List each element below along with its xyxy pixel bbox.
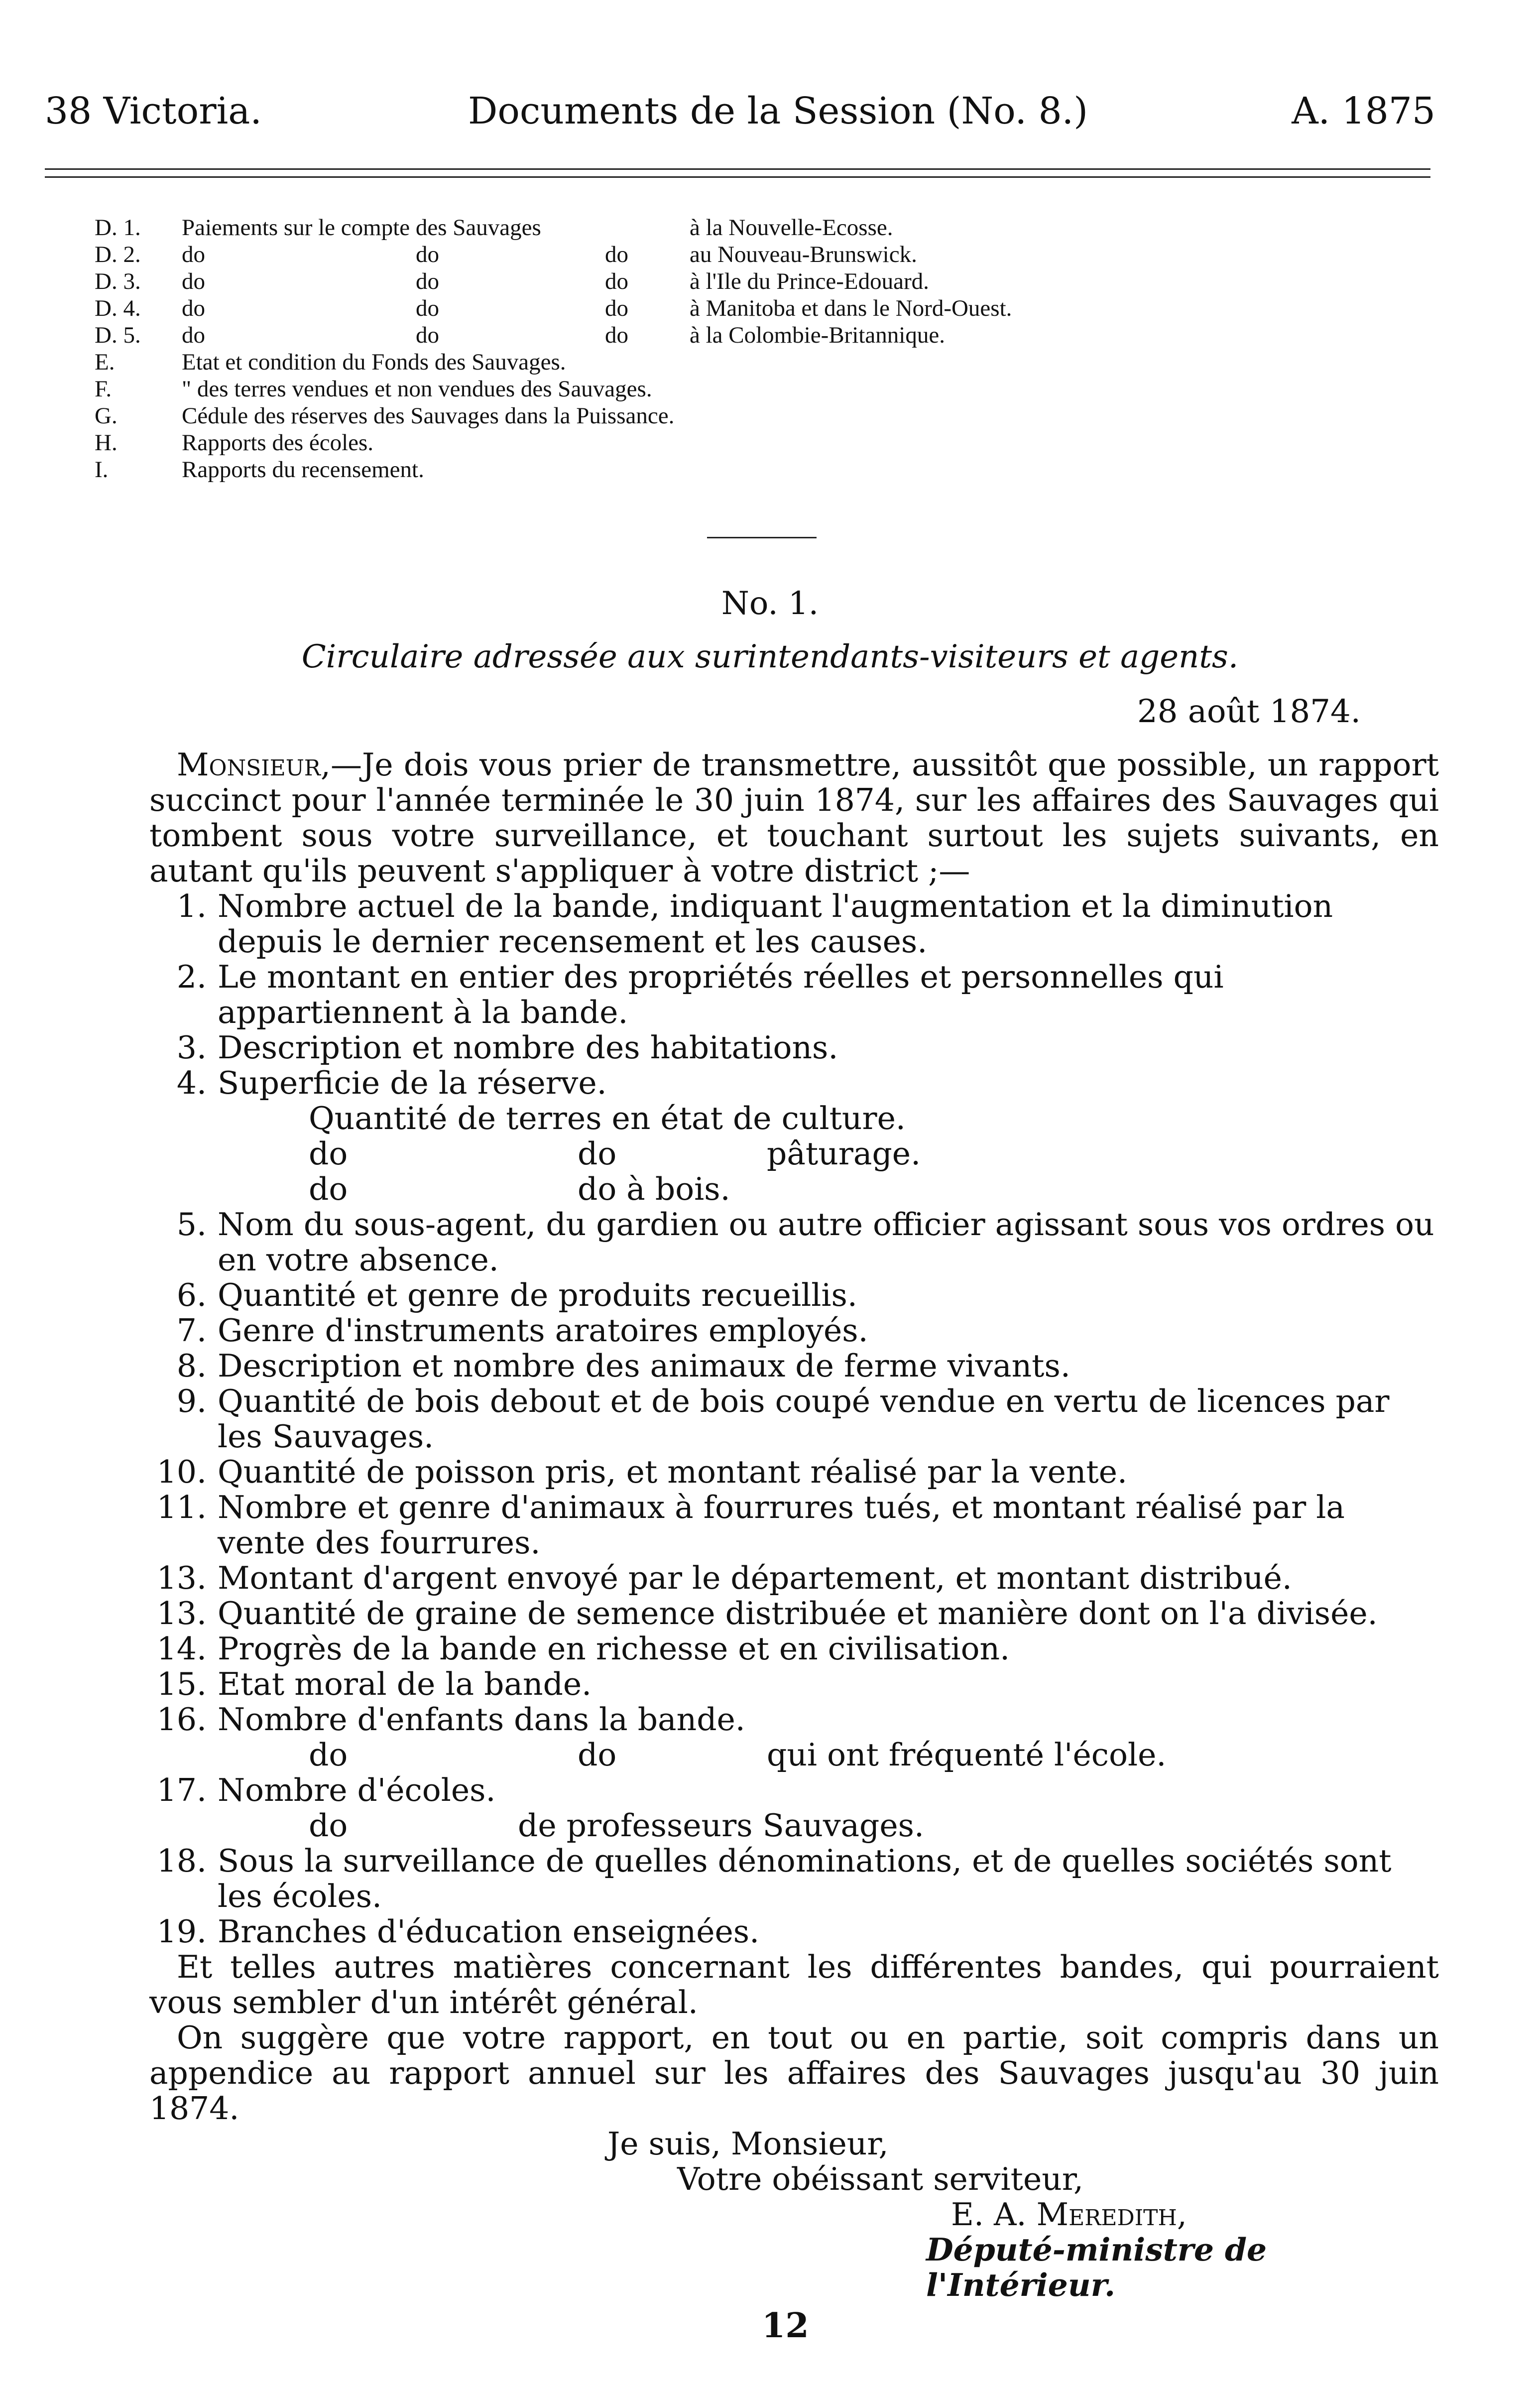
sub-item — [149, 1808, 1439, 1843]
item-text: Branches d'éducation enseignées. — [218, 1913, 760, 1950]
schedule-row — [95, 376, 1339, 402]
item-text: Quantité de bois debout et de bois coupé vendue en vertu de licences par les Sauvages. — [218, 1383, 1390, 1455]
sub-item — [149, 1136, 1439, 1171]
list-item — [149, 1490, 1439, 1560]
schedule-ditto: do — [605, 242, 628, 267]
list-item — [149, 1772, 1439, 1808]
schedule-text: Paiements sur le compte des Sauvages — [182, 215, 541, 241]
item-text: Nombre d'écoles. — [218, 1772, 496, 1808]
schedule-row — [95, 214, 1339, 241]
list-item — [149, 1065, 1439, 1101]
list-item — [149, 1596, 1439, 1631]
schedule-row — [95, 268, 1339, 295]
intro-text: —Je dois vous prier de transmettre, aussitôt que possible, un rapport succinct pour l'année terminée le 30 juin 1874, sur les affaires des Sauvages qui tombent sous votre surveillance, et touchant surtout les sujets suivants, en autant qu'ils peuvent s'appliquer à votre district ;— — [149, 747, 1439, 889]
item-text: Sous la surveillance de quelles dénominations, et de quelles sociétés sont les écoles. — [218, 1843, 1392, 1914]
schedule-code: D. 3. — [95, 268, 141, 294]
item-text: Quantité et genre de produits recueillis. — [218, 1277, 857, 1313]
list-item — [149, 1702, 1439, 1737]
list-item — [149, 1914, 1439, 1949]
item-text: Montant d'argent envoyé par le département, et montant distribué. — [218, 1560, 1292, 1596]
item-text: Nombre actuel de la bande, indiquant l'augmentation et la diminution depuis le dernier recensement et les causes. — [218, 888, 1333, 960]
sub-item-ditto: do — [578, 1737, 617, 1773]
schedule-text: " des terres vendues et non vendues des Sauvages. — [182, 376, 652, 402]
list-item — [149, 1030, 1439, 1065]
item-number: 3. — [176, 1029, 207, 1066]
item-text: Le montant en entier des propriétés réelles et personnelles qui appartiennent à la bande. — [218, 959, 1224, 1030]
header-right: A. 1875 — [1292, 90, 1435, 132]
item-text: Quantité de graine de semence distribuée et manière dont on l'a divisée. — [218, 1595, 1378, 1632]
list-item — [149, 888, 1439, 959]
suggestion-paragraph: On suggère que votre rapport, en tout ou en partie, soit compris dans un appendice au rapport annuel sur les affaires des Sauvages jusqu'au 30 juin 1874. — [149, 2019, 1439, 2127]
sub-item-ditto: do — [578, 1135, 617, 1172]
item-text: Description et nombre des animaux de ferme vivants. — [218, 1348, 1070, 1384]
schedule-text: Rapports du recensement. — [182, 457, 424, 483]
item-number: 16. — [156, 1701, 207, 1738]
item-number: 14. — [156, 1631, 207, 1667]
item-text: Nombre d'enfants dans la bande. — [218, 1701, 745, 1738]
list-item — [149, 1560, 1439, 1596]
list-item — [149, 959, 1439, 1030]
schedule-ditto: do — [605, 268, 628, 294]
schedule-row — [95, 241, 1339, 268]
item-number: 5. — [176, 1206, 207, 1243]
list-item — [149, 1843, 1439, 1914]
schedule-list — [95, 214, 1339, 483]
signature-title: Député-ministre de l'Intérieur. — [926, 2231, 1267, 2303]
schedule-row — [95, 295, 1339, 322]
header-rule-top — [45, 168, 1430, 170]
header-left: 38 Victoria. — [45, 90, 262, 132]
item-number: 7. — [176, 1312, 207, 1349]
item-text: Quantité de poisson pris, et montant réalisé par la vente. — [218, 1454, 1128, 1490]
item-text: Genre d'instruments aratoires employés. — [218, 1312, 868, 1349]
signature-name: E. A. Meredith, — [951, 2196, 1187, 2233]
item-number: 9. — [176, 1383, 207, 1419]
schedule-text: do — [182, 242, 205, 267]
page-number: 12 — [762, 2306, 809, 2346]
list-item — [149, 1454, 1439, 1490]
schedule-text: Cédule des réserves des Sauvages dans la Puissance. — [182, 403, 675, 429]
header-center: Documents de la Session (No. 8.) — [468, 90, 1088, 132]
sub-item — [149, 1171, 1439, 1207]
schedule-place: au Nouveau-Brunswick. — [690, 242, 917, 267]
item-number: 15. — [156, 1666, 207, 1702]
sub-item-ditto: do — [309, 1171, 348, 1207]
sub-item-ditto: do — [309, 1737, 348, 1773]
item-text: Superficie de la réserve. — [218, 1065, 607, 1101]
schedule-row — [95, 322, 1339, 349]
schedule-code: D. 2. — [95, 242, 141, 267]
sub-item-ditto: do — [309, 1807, 348, 1844]
sub-item — [149, 1737, 1439, 1772]
item-number: 1. — [176, 888, 207, 924]
item-number: 13. — [156, 1595, 207, 1632]
list-item — [149, 1631, 1439, 1666]
schedule-code: D. 1. — [95, 215, 141, 241]
list-item — [149, 1384, 1439, 1454]
letter-body — [149, 747, 1439, 2303]
schedule-ditto: do — [605, 295, 628, 321]
schedule-text: do — [182, 268, 205, 294]
sub-item-ditto: do — [309, 1135, 348, 1172]
schedule-place: à la Colombie-Britannique. — [690, 322, 945, 348]
item-number: 17. — [156, 1772, 207, 1808]
sub-item-text: Quantité de terres en état de culture. — [309, 1100, 906, 1136]
item-text: Nombre et genre d'animaux à fourrures tués, et montant réalisé par la vente des fourrures. — [218, 1489, 1345, 1561]
schedule-place: à la Nouvelle-Ecosse. — [690, 215, 893, 241]
schedule-ditto: do — [416, 322, 439, 348]
schedule-row — [95, 456, 1339, 483]
item-number: 18. — [156, 1843, 207, 1879]
sub-item-text: do à bois. — [578, 1171, 730, 1207]
schedule-code: E. — [95, 349, 115, 375]
sub-item — [149, 1101, 1439, 1136]
intro-paragraph — [149, 747, 1439, 888]
schedule-text: Etat et condition du Fonds des Sauvages. — [182, 349, 566, 375]
schedule-row — [95, 349, 1339, 376]
document-subtitle: Circulaire adressée aux surintendants-visiteurs et agents. — [301, 638, 1239, 675]
item-text: Description et nombre des habitations. — [218, 1029, 838, 1066]
item-number: 10. — [156, 1454, 207, 1490]
section-divider — [707, 537, 817, 538]
running-header — [45, 90, 1435, 144]
closing-paragraph: Et telles autres matières concernant les différentes bandes, qui pourraient vous sembler d'un intérêt général. — [149, 1949, 1439, 2020]
sub-item-text: pâturage. — [767, 1135, 921, 1172]
item-number: 19. — [156, 1913, 207, 1950]
schedule-row — [95, 402, 1339, 429]
item-number: 4. — [176, 1065, 207, 1101]
item-text: Nom du sous-agent, du gardien ou autre officier agissant sous vos ordres ou en votre absence. — [218, 1206, 1434, 1278]
schedule-ditto: do — [416, 242, 439, 267]
list-item — [149, 1207, 1439, 1277]
item-number: 6. — [176, 1277, 207, 1313]
list-item — [149, 1666, 1439, 1702]
schedule-code: D. 5. — [95, 322, 141, 348]
schedule-code: I. — [95, 457, 109, 483]
header-rule-bottom — [45, 176, 1430, 178]
schedule-code: D. 4. — [95, 295, 141, 321]
list-item — [149, 1313, 1439, 1348]
salutation: Monsieur, — [177, 747, 331, 783]
schedule-ditto: do — [416, 268, 439, 294]
document-number: No. 1. — [721, 585, 819, 622]
schedule-text: Rapports des écoles. — [182, 430, 374, 456]
item-text: Etat moral de la bande. — [218, 1666, 592, 1702]
item-number: 8. — [176, 1348, 207, 1384]
schedule-code: G. — [95, 403, 118, 429]
question-list — [149, 888, 1439, 1949]
sub-item-text: qui ont fréquenté l'école. — [767, 1737, 1167, 1773]
schedule-row — [95, 429, 1339, 456]
sub-item-text: de professeurs Sauvages. — [518, 1807, 925, 1844]
list-item — [149, 1348, 1439, 1384]
list-item — [149, 1277, 1439, 1313]
schedule-ditto: do — [605, 322, 628, 348]
item-number: 11. — [156, 1489, 207, 1525]
schedule-code: H. — [95, 430, 118, 456]
schedule-place: à l'Ile du Prince-Edouard. — [690, 268, 929, 294]
letter-date: 28 août 1874. — [1137, 693, 1361, 730]
schedule-code: F. — [95, 376, 112, 402]
schedule-place: à Manitoba et dans le Nord-Ouest. — [690, 295, 1012, 321]
item-number: 2. — [176, 959, 207, 995]
schedule-ditto: do — [416, 295, 439, 321]
item-number: 13. — [156, 1560, 207, 1596]
closing-line: Je suis, Monsieur, — [607, 2126, 889, 2162]
closing-line: Votre obéissant serviteur, — [677, 2161, 1084, 2197]
schedule-text: do — [182, 322, 205, 348]
schedule-text: do — [182, 295, 205, 321]
item-text: Progrès de la bande en richesse et en civilisation. — [218, 1631, 1010, 1667]
